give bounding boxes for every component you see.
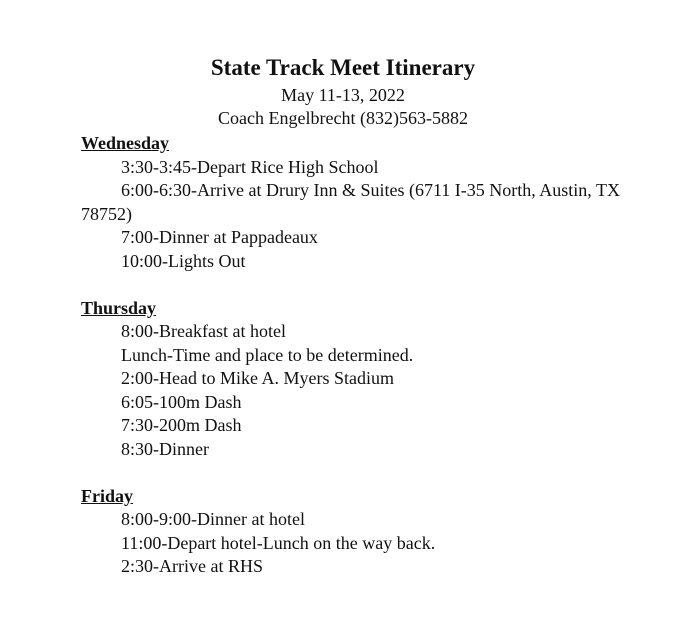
itinerary-entry: 3:30-3:45-Depart Rice High School [121,156,379,177]
itinerary-entry: 7:00-Dinner at Pappadeaux [121,227,318,247]
day-section-thursday [81,297,641,462]
itinerary-entry: Lunch-Time and place to be determined. [121,344,414,365]
itinerary-entry: 2:30-Arrive at RHS [121,556,263,576]
itinerary-entry: 8:30-Dinner [121,438,209,459]
itinerary-body [81,132,641,602]
day-heading: Wednesday [81,133,170,153]
itinerary-entry: 11:00-Depart hotel-Lunch on the way back. [121,532,436,553]
itinerary-entry: 8:00-Breakfast at hotel [121,321,286,341]
meet-dates: May 11-13, 2022 [281,85,405,105]
itinerary-entry: 7:30-200m Dash [121,415,242,435]
day-section-friday [81,485,641,579]
day-heading: Thursday [81,297,157,318]
document-title: State Track Meet Itinerary [210,55,476,80]
coach-contact: Coach Engelbrecht (832)563-5882 [218,108,468,128]
itinerary-entry: 6:05-100m Dash [121,391,242,412]
day-heading: Friday [81,485,133,506]
itinerary-entry: 6:00-6:30-Arrive at Drury Inn & Suites (6711 I-35 North, Austin, TX 78752) [81,180,620,224]
itinerary-header [0,52,686,130]
itinerary-entry: 10:00-Lights Out [121,250,246,271]
day-section-wednesday [81,132,641,273]
itinerary-entry: 2:00-Head to Mike A. Myers Stadium [121,368,394,388]
itinerary-entry: 8:00-9:00-Dinner at hotel [121,509,305,529]
